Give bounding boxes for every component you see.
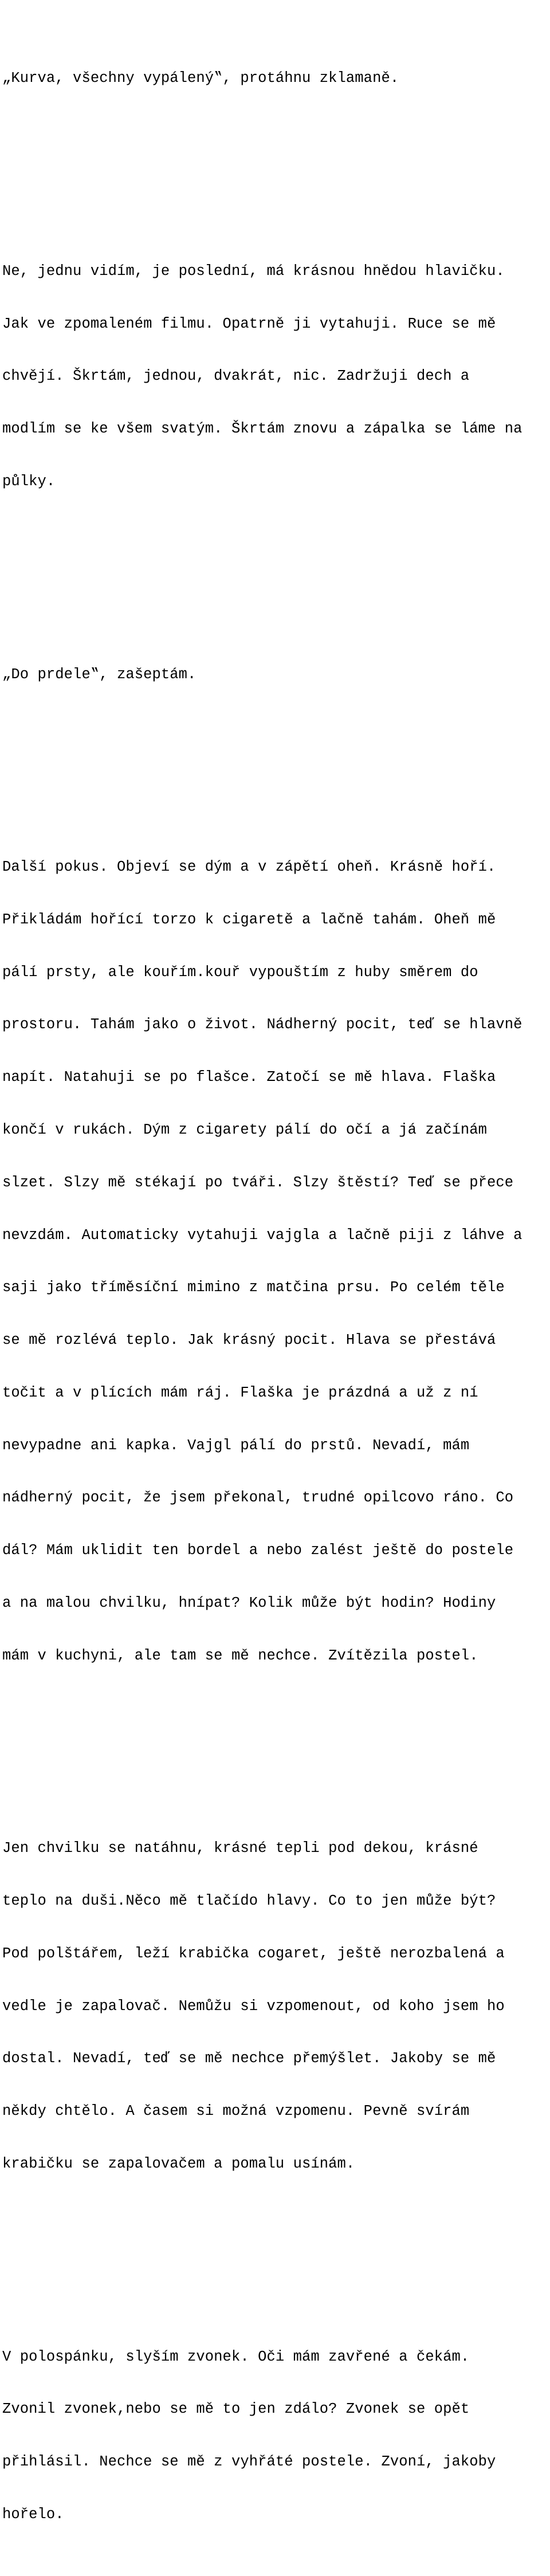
text-line: mám v kuchyni, ale tam se mě nechce. Zvítězila postel. xyxy=(2,1647,478,1664)
text-line: Zvonil zvonek,nebo se mě to jen zdálo? Zvonek se opět xyxy=(2,2401,470,2418)
text-line: saji jako tříměsíční mimino z matčina prsu. Po celém těle xyxy=(2,1279,505,1296)
text-line: nevypadne ani kapka. Vajgl pálí do prstů. Nevadí, mám xyxy=(2,1437,470,1454)
paragraph-gap xyxy=(2,754,549,772)
text-line: přihlásil. Nechce se mě z vyhřáté postele. Zvoní, jakoby xyxy=(2,2453,496,2471)
text-line: slzet. Slzy mě stékají po tváři. Slzy štěstí? Teď se přece xyxy=(2,1174,514,1191)
text-line: někdy chtělo. A časem si možná vzpomenu. Pevně svírám xyxy=(2,2103,470,2120)
text-line: Přikládám hořící torzo k cigaretě a lačně tahám. Oheň mě xyxy=(2,911,496,928)
text-line: „Do prdele‟, zašeptám. xyxy=(2,666,197,683)
text-line: nevzdám. Automaticky vytahuji vajgla a lačně piji z láhve a xyxy=(2,1226,522,1244)
text-line: teplo na duši.Něco mě tlačído hlavy. Co to jen může být? xyxy=(2,1893,496,1910)
text-line: chvějí. Škrtám, jednou, dvakrát, nic. Zadržuji dech a xyxy=(2,368,470,385)
paragraph-1 xyxy=(2,35,549,123)
text-line: Jak ve zpomaleném filmu. Opatrně ji vytahuji. Ruce se mě xyxy=(2,315,496,332)
text-line: Ne, jednu vidím, je poslední, má krásnou hnědou hlavičku. xyxy=(2,262,505,280)
text-line: modlím se ke všem svatým. Škrtám znovu a zápalka se láme na xyxy=(2,420,522,438)
text-line: dál? Mám uklidit ten bordel a nebo zalést ještě do postele xyxy=(2,1542,514,1559)
text-line: krabičku se zapalovačem a pomalu usínám. xyxy=(2,2156,355,2173)
document-page xyxy=(2,0,549,2576)
paragraph-gap xyxy=(2,2243,549,2261)
text-line: půlky. xyxy=(2,473,56,490)
text-line: Pod polštářem, leží krabička cogaret, ještě nerozbalená a xyxy=(2,1945,505,1962)
paragraph-6 xyxy=(2,2313,549,2558)
paragraph-gap xyxy=(2,1735,549,1753)
text-line: nádherný pocit, že jsem překonal, trudné opilcovo ráno. Co xyxy=(2,1489,514,1507)
text-line: se mě rozlévá teplo. Jak krásný pocit. Hlava se přestává xyxy=(2,1332,496,1349)
text-line: Další pokus. Objeví se dým a v zápětí oheň. Krásně hoří. xyxy=(2,859,496,876)
text-line: a na malou chvilku, hnípat? Kolik může být hodin? Hodiny xyxy=(2,1595,496,1612)
text-line: dostal. Nevadí, teď se mě nechce přemýšlet. Jakoby se mě xyxy=(2,2050,496,2067)
text-line: V polospánku, slyším zvonek. Oči mám zavřené a čekám. xyxy=(2,2348,470,2365)
text-line: hořelo. xyxy=(2,2506,64,2523)
paragraph-4 xyxy=(2,824,549,1700)
paragraph-gap xyxy=(2,561,549,579)
text-line: prostoru. Tahám jako o život. Nádherný pocit, teď se hlavně xyxy=(2,1016,522,1033)
text-line: končí v rukách. Dým z cigarety pálí do očí a já začínám xyxy=(2,1122,488,1138)
text-line: „Kurva, všechny vypálený‟, protáhnu zklamaně. xyxy=(2,70,399,87)
text-line: pálí prsty, ale kouřím.kouř vypouštím z huby směrem do xyxy=(2,963,478,981)
paragraph-2 xyxy=(2,228,549,526)
text-line: točit a v plících mám ráj. Flaška je prázdná a už z ní xyxy=(2,1384,478,1401)
text-line: vedle je zapalovač. Nemůžu si vzpomenout, od koho jsem ho xyxy=(2,1997,505,2015)
text-line: Jen chvilku se natáhnu, krásné tepli pod dekou, krásné xyxy=(2,1840,478,1857)
paragraph-5 xyxy=(2,1805,549,2208)
text-line: napít. Natahuji se po flašce. Zatočí se mě hlava. Flaška xyxy=(2,1069,496,1086)
paragraph-3 xyxy=(2,631,549,718)
paragraph-gap xyxy=(2,158,549,175)
